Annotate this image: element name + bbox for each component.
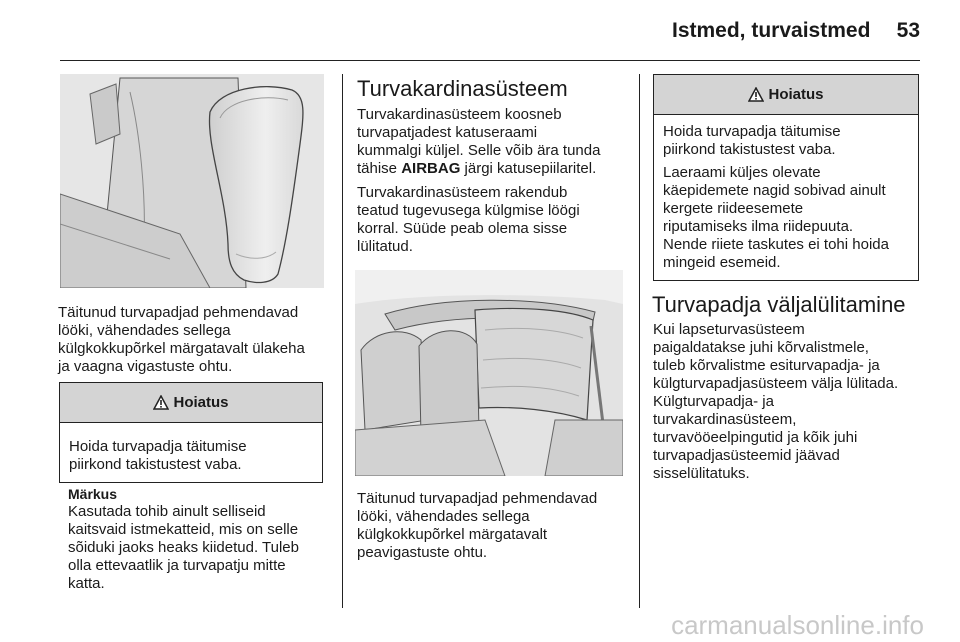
warning-line: Hoida turvapadja täitumise (69, 438, 247, 455)
airbag-label: AIRBAG (401, 160, 461, 177)
header-title: Istmed, turvaistmed (672, 19, 871, 42)
left-figure-caption (58, 304, 305, 376)
body-line: tuleb kõrvalistme esiturvapadja- ja (653, 357, 880, 374)
caption-line: lööki, vähendades sellega (58, 322, 231, 339)
warning-triangle-icon (153, 395, 169, 410)
column-divider-1 (342, 74, 343, 608)
body-line: Turvakardinasüsteem koosneb (357, 106, 562, 123)
body-line: paigaldatakse juhi kõrvalistmele, (653, 339, 869, 356)
section-title-curtain: Turvakardinasüsteem (357, 76, 568, 101)
body-text-prefix: tähise (357, 160, 402, 177)
side-airbag-figure (60, 74, 324, 288)
section-title-deactivation: Turvapadja väljalülitamine (652, 292, 906, 317)
body-line: kummalgi küljel. Selle võib ära tunda (357, 142, 601, 159)
body-line: turvapadjasüsteemid jäävad (653, 447, 840, 464)
caption-line: ja vaagna vigastuste ohtu. (58, 358, 233, 375)
note-line: kaitsvaid istmekatteid, mis on selle (68, 521, 299, 538)
caption-line: külgkokkupõrkel märgatavalt (357, 526, 548, 543)
caption-line: Täitunud turvapadjad pehmendavad (58, 304, 299, 321)
warning-line: piirkond takistustest vaba. (69, 456, 242, 473)
body-line: Külgturvapadja- ja (653, 393, 774, 410)
column-divider-2 (639, 74, 640, 608)
warning-line: Nende riiete taskutes ei tohi hoida (663, 236, 889, 253)
note-block (68, 486, 299, 593)
warning-line: Laeraami küljes olevate (663, 164, 821, 181)
body-text-suffix: järgi katusepiilaritel. (460, 160, 597, 177)
warning-box-curtain (653, 74, 919, 281)
caption-line: peavigastuste ohtu. (357, 544, 488, 561)
note-line: olla ettevaatlik ja turvapatju mitte (68, 557, 286, 574)
caption-line: Täitunud turvapadjad pehmendavad (357, 490, 598, 507)
body-line: sisselülitatuks. (653, 465, 750, 482)
body-line: korral. Süüde peab olema sisse (357, 220, 568, 237)
caption-line: külgkokkupõrkel märgatavalt ülakeha (58, 340, 305, 357)
header-rule (60, 60, 920, 61)
warning-title: Hoiatus (173, 394, 229, 411)
curtain-airbag-figure (355, 270, 623, 476)
body-line: külgturvapadjasüsteem välja lülitada. (653, 375, 899, 392)
body-line (357, 160, 600, 178)
note-line: sõiduki jaoks heaks kiidetud. Tuleb (68, 539, 299, 556)
body-line: turvavööeelpingutid ja kõik juhi (653, 429, 858, 446)
body-line: turvakardinasüsteem, (653, 411, 797, 428)
warning-line: käepidemete nagid sobivad ainult (663, 182, 886, 199)
body-line: turvapatjadest katuseraami (357, 124, 538, 141)
curtain-paragraph-2 (357, 184, 580, 256)
note-line: Kasutada tohib ainult selliseid (68, 503, 266, 520)
warning-triangle-icon (748, 87, 764, 102)
warning-body (654, 115, 918, 280)
warning-line: Hoida turvapadja täitumise (663, 123, 841, 140)
warning-line: mingeid esemeid. (663, 254, 781, 271)
warning-body (60, 423, 322, 482)
page-number: 53 (896, 19, 920, 42)
note-line: katta. (68, 575, 105, 592)
warning-line: kergete riideesemete (663, 200, 804, 217)
warning-line: riputamiseks ilma riidepuuta. (663, 218, 854, 235)
body-line: lülitatud. (357, 238, 413, 255)
body-line: Turvakardinasüsteem rakendub (357, 184, 568, 201)
middle-figure-caption (357, 490, 597, 562)
warning-box (59, 382, 323, 483)
body-line: teatud tugevusega külgmise löögi (357, 202, 580, 219)
caption-line: lööki, vähendades sellega (357, 508, 530, 525)
warning-header (60, 383, 322, 423)
warning-line: piirkond takistustest vaba. (663, 141, 836, 158)
body-line: Kui lapseturvasüsteem (653, 321, 805, 338)
warning-header (654, 75, 918, 115)
deactivation-paragraph (653, 321, 898, 483)
note-title: Märkus (68, 486, 118, 502)
curtain-paragraph-1 (357, 106, 600, 178)
warning-title: Hoiatus (768, 86, 824, 103)
watermark: carmanualsonline.info (671, 610, 924, 640)
